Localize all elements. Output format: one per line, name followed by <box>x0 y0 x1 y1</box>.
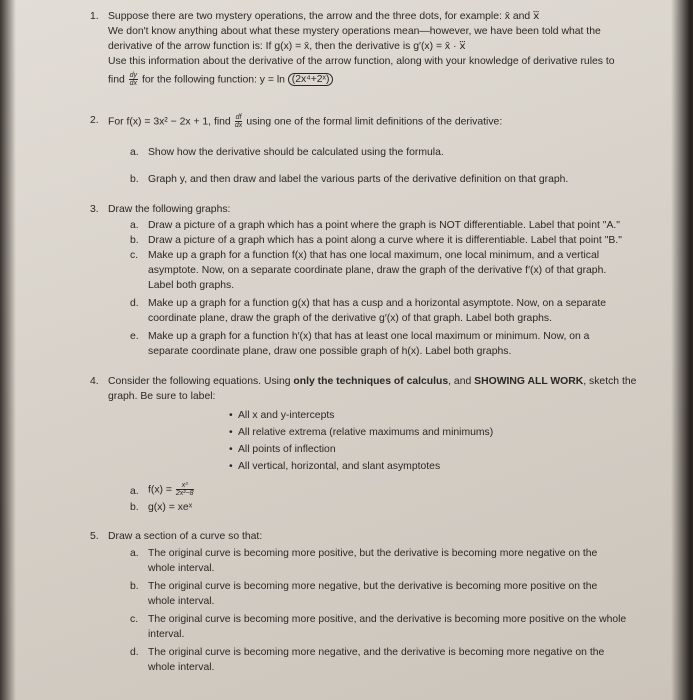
q5-a-line1: The original curve is becoming more positive, but the derivative is becoming more negative on the <box>148 548 598 559</box>
q3-b-label: b. <box>130 235 139 246</box>
q5-number: 5. <box>90 531 99 542</box>
q2-b-text: Graph y, and then draw and label the various parts of the derivative definition on that graph. <box>148 174 569 185</box>
q5-b-label: b. <box>130 581 139 592</box>
q4-a-lhs: f(x) = <box>148 484 172 496</box>
photo-shadow-right <box>671 0 693 700</box>
q4-bullet-intercepts: • All x and y-intercepts <box>238 409 334 422</box>
q2-df-dx-fraction: $\frac{df}{dx}$ <box>234 114 243 129</box>
q2-prompt-text-2: using one of the formal limit definitions of the derivative: <box>246 116 503 128</box>
q5-d-line2: whole interval. <box>148 662 215 673</box>
q5-d-label: d. <box>130 647 139 658</box>
q4-bullet-inflection: • All points of inflection <box>238 443 336 456</box>
q1-line4: Use this information about the derivative of the arrow function, along with your knowledge of derivative rules to <box>108 56 615 67</box>
q1-line5 <box>108 72 333 87</box>
q5-c-line2: interval. <box>148 629 185 640</box>
q1-line2: We don't know anything about what these mystery operations mean—however, we have been told what the <box>108 26 601 37</box>
q3-a-label: a. <box>130 220 139 231</box>
q5-c-label: c. <box>130 614 139 625</box>
q2-a-text: Show how the derivative should be calculated using the formula. <box>148 147 444 158</box>
q4-line2: graph. Be sure to label: <box>108 391 216 402</box>
q3-e-line2: separate coordinate plane, draw one possible graph of h(x). Label both graphs. <box>148 346 512 357</box>
q4-emphasis-calculus: only the techniques of calculus <box>293 376 449 387</box>
q2-a-label: a. <box>130 147 139 158</box>
q5-a-label: a. <box>130 548 139 559</box>
q1-line3: derivative of the arrow function is: If g(x) = x̄, then the derivative is g′(x) = x̄ · x⃛ <box>108 41 466 52</box>
q3-e-label: e. <box>130 331 139 342</box>
q4-bullet-extrema: • All relative extrema (relative maximums and minimums) <box>238 426 493 439</box>
q5-d-line1: The original curve is becoming more negative, and the derivative is becoming more negative on the <box>148 647 605 658</box>
q2-line1 <box>108 114 502 129</box>
q4-bullet-asymptotes: • All vertical, horizontal, and slant asymptotes <box>238 460 440 473</box>
q1-expression: (2x⁴+2ˣ) <box>288 73 334 86</box>
q3-c-line3: Label both graphs. <box>148 280 235 291</box>
photo-shadow-left <box>0 0 16 700</box>
q4-intro-text: Consider the following equations. Using <box>108 376 291 387</box>
q3-d-line1: Make up a graph for a function g(x) that has a cusp and a horizontal asymptote. Now, on a separate <box>148 298 607 309</box>
q1-dy-dx-fraction: $\frac{dy}{dx}$ <box>129 72 138 87</box>
q3-d-line2: coordinate plane, draw the graph of the derivative g′(x) of that graph. Label both graphs. <box>148 313 552 324</box>
q4-b-label: b. <box>130 502 139 513</box>
q4-a-equation <box>148 482 195 497</box>
q3-b-text: Draw a picture of a graph which has a point along a curve where it is differentiable. Label that point "B." <box>148 235 622 246</box>
q1-number: 1. <box>90 11 99 22</box>
q1-find-text: find <box>108 74 125 86</box>
q3-intro: Draw the following graphs: <box>108 204 231 215</box>
q4-a-label: a. <box>130 486 139 497</box>
q5-b-line1: The original curve is becoming more negative, but the derivative is becoming more positive on the <box>148 581 598 592</box>
q4-intro-mid: , and <box>448 376 472 387</box>
q4-emphasis-show-work: SHOWING ALL WORK <box>474 376 584 387</box>
q2-prompt-text: For f(x) = 3x² − 2x + 1, find <box>108 116 231 128</box>
q5-b-line2: whole interval. <box>148 596 215 607</box>
q3-e-line1: Make up a graph for a function h′(x) that has at least one local maximum or minimum. Now, on a <box>148 331 590 342</box>
q3-c-line1: Make up a graph for a function f(x) that has one local maximum, one local minimum, and a vertical <box>148 250 600 261</box>
q2-number: 2. <box>90 115 99 126</box>
q3-c-line2: asymptote. Now, on a separate coordinate plane, draw the graph of the derivative f′(x) of that graph. <box>148 265 607 276</box>
q4-a-fraction: $\frac{\text{x³}}{\text{2x²−8}}$ <box>175 482 194 497</box>
q5-c-line1: The original curve is becoming more positive, and the derivative is becoming more positive on the whole <box>148 614 627 625</box>
q3-d-label: d. <box>130 298 139 309</box>
q4-intro-end: , sketch the <box>583 376 637 387</box>
q4-b-equation: g(x) = xeˣ <box>148 502 193 513</box>
q4-line1 <box>108 375 636 388</box>
q1-function-text: for the following function: y = ln <box>141 74 285 86</box>
q3-c-label: c. <box>130 250 139 261</box>
q5-intro: Draw a section of a curve so that: <box>108 531 263 542</box>
q2-b-label: b. <box>130 174 139 185</box>
q5-a-line2: whole interval. <box>148 563 215 574</box>
q4-number: 4. <box>90 376 99 387</box>
q3-a-text: Draw a picture of a graph which has a point where the graph is NOT differentiable. Label that point "A." <box>148 220 620 231</box>
q3-number: 3. <box>90 204 99 215</box>
q1-line1: Suppose there are two mystery operations, the arrow and the three dots, for example: x̄ and x⃛ <box>108 11 540 22</box>
